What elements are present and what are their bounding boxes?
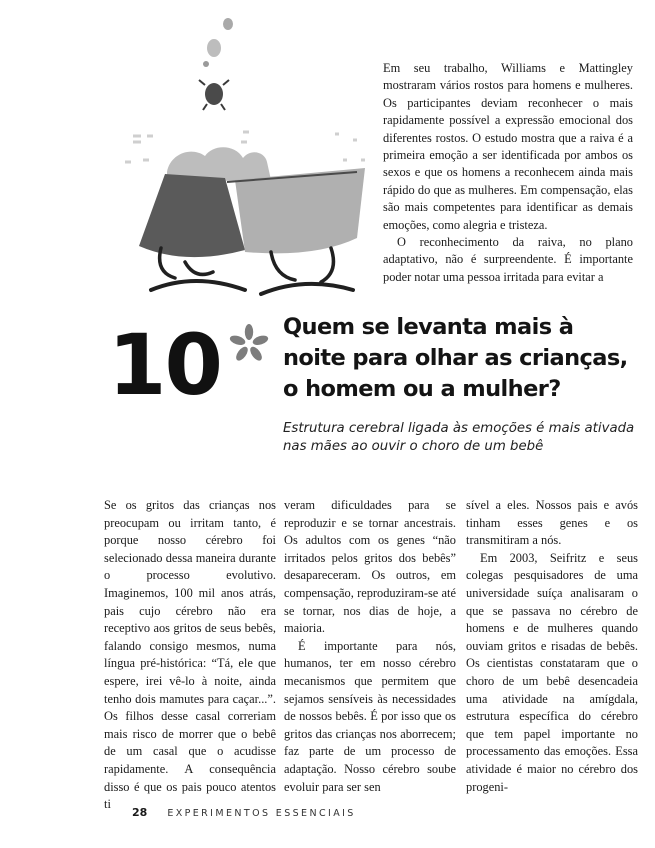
- body-paragraph: veram dificuldades para se reproduzir e se tornar ancestrais. Os adultos com os genes “não irritados pelos gritos dos bebês” desapareceram. Os outros, em compensação, reproduziram-se até se tornar, nos dias de hoje, a maioria.: [284, 498, 456, 636]
- intro-text: [383, 60, 633, 286]
- body-column-1: [104, 497, 276, 814]
- body-paragraph: Em 2003, Seifritz e seus colegas pesquisadores de uma universidade suíça analisaram o que se passava no cérebro de homens e de mulheres quando ouviam gritos e risadas de bebês. Os cientistas constataram que o choro de um bebê desencadeia uma atividade na amígdala, estrutura específica do cérebro que tem papel importante no processamento das emoções. Essa atividade é maior no cérebro dos progeni-: [466, 550, 638, 794]
- page-footer: [132, 803, 356, 821]
- intro-paragraph: O reconhecimento da raiva, no plano adaptativo, não é surpreendente. É importante poder notar uma pessoa irritada para evitar a: [383, 235, 633, 284]
- baby-cradle-illustration: [95, 10, 385, 310]
- question-title-line: noite para olhar as crianças,: [283, 345, 628, 371]
- body-column-2: [284, 497, 456, 796]
- body-paragraph: Se os gritos das crianças nos preocupam ou irritam tanto, é porque nosso cérebro foi selecionado dessa maneira durante o processo evolutivo. Imaginemos, 100 mil anos atrás, pais cujo cérebro não era receptivo aos gritos de seus bebês, falando consigo mesmos, numa língua pré-histórica: “Tá, ele que espere, irei vê-lo à noite, ainda tenho dois mamutes para caçar...”. Os filhos desse casal correriam mais risco de morrer que o bebê de um casal que o acudisse rapidamente. A consequência disso é que os pais pouco atentos ti: [104, 498, 276, 812]
- intro-paragraph: Em seu trabalho, Williams e Mattingley mostraram vários rostos para homens e mulheres. Os participantes deviam reconhecer o mais rapidamente possível a expressão emocional dos diferentes rostos. O estudo mostra que a raiva é a primeira emoção a ser identificada por ambos os sexos e que os homens a reconhecem ainda mais rápido do que as mulheres. Em compensação, elas são mais competentes para identificar as demais emoções, como alegria e tristeza.: [383, 61, 633, 232]
- flying-toy-icons: [199, 18, 233, 110]
- asterisk-icon: [227, 322, 271, 366]
- page-number: 28: [132, 806, 148, 819]
- body-paragraph: É importante para nós, humanos, ter em nosso cérebro mecanismos que permitem que sejamos sensíveis às necessidades de nossos bebês. É por isso que os gritos das crianças nos aborrecem; faz parte de um processo de adaptação. Nosso cérebro soube evoluir para ser sen: [284, 638, 456, 794]
- question-title-line: Quem se levanta mais à: [283, 314, 574, 340]
- section-name: EXPERIMENTOS ESSENCIAIS: [167, 808, 356, 819]
- question-subtitle: Estrutura cerebral ligada às emoções é mais ativada nas mães ao ouvir o choro de um bebê: [283, 421, 635, 454]
- question-title: [283, 312, 655, 405]
- question-title-line: o homem ou a mulher?: [283, 376, 561, 402]
- body-paragraph: sível a eles. Nossos pais e avós tinham esses genes e os transmitiram a nós.: [466, 498, 638, 548]
- question-number: 10: [108, 316, 221, 414]
- body-column-3: [466, 497, 638, 796]
- cradle-icon: [139, 147, 365, 294]
